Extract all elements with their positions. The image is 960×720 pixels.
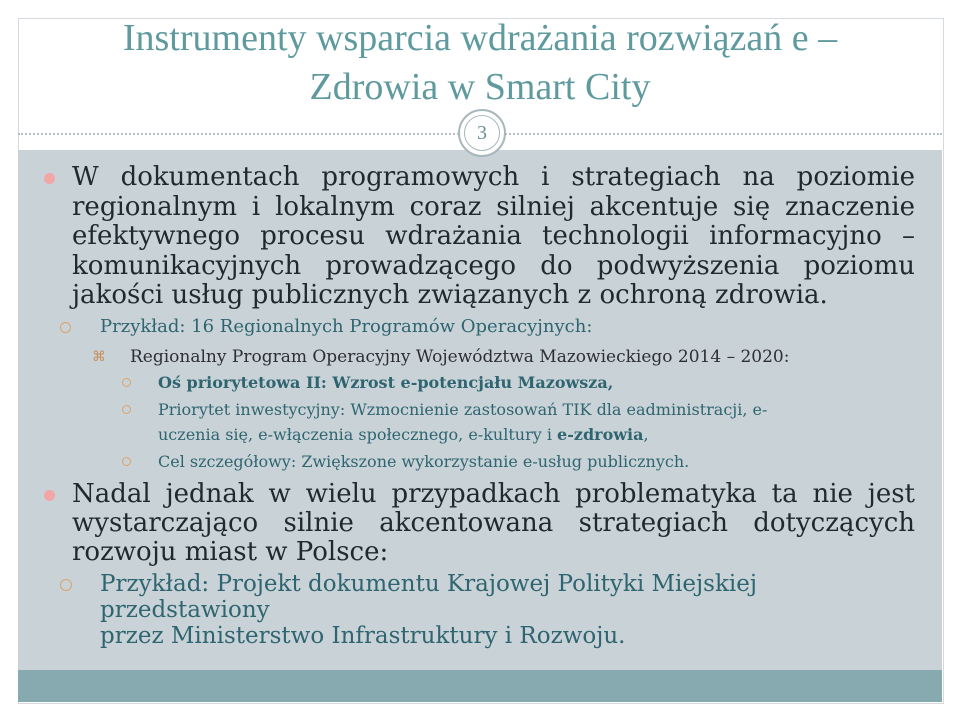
p1-item-1: Oś priorytetowa II: Wzrost e-potencjału Mazowsza, (158, 372, 614, 392)
p1-item-2-bold: e-zdrowia (557, 424, 644, 444)
sub-sub-bullet-rpo-mazowsze (90, 344, 915, 370)
p2-line-2: wystarczająco silnie akcentowana strategiach dotyczących (72, 507, 915, 538)
p1-item-2-line-2 (158, 422, 915, 447)
p1-line-5: jakości usług publicznych związanych z ochroną zdrowia. (72, 280, 828, 310)
p1-line-1: W dokumentach programowych i strategiach na poziomie (72, 162, 915, 192)
p1-item-2-end: , (643, 424, 649, 444)
p2-line-1: Nadal jednak w wielu przypadkach problematyka ta nie jest (72, 478, 915, 509)
title-line-2: Zdrowia w Smart City (309, 66, 651, 108)
p1-item-3: Cel szczegółowy: Zwiększone wykorzystanie e-usług publicznych. (158, 451, 690, 471)
p1-line-2: regionalnym i lokalnym coraz silniej akcentuje się znaczenie (72, 191, 915, 222)
sub-bullet-example-rpo (58, 314, 915, 340)
ring-bullet-icon (60, 579, 72, 591)
p1-item-2-line-1: Priorytet inwestycyjny: Wzmocnienie zastosowań TIK dla eadministracji, e- (158, 399, 768, 419)
ring-small-bullet-icon (122, 457, 131, 466)
p1-subsub-text: Regionalny Program Operacyjny Województwa Mazowieckiego 2014 – 2020: (130, 346, 790, 367)
ring-small-bullet-icon (122, 378, 131, 387)
disc-bullet-icon (44, 173, 55, 184)
item-specific-goal (120, 449, 915, 474)
ring-bullet-icon (60, 322, 71, 333)
page-number-badge (458, 109, 506, 157)
sub-bullet-example-kpm (58, 571, 915, 649)
p1-line-3: efektywnego procesu wdrażania technologii informacyjno – (72, 221, 915, 251)
slide-content (40, 163, 915, 649)
p1-line-4: komunikacyjnych prowadzącego do podwyższenia poziomu (72, 250, 915, 281)
p1-item-2-line-2-text: uczenia się, e-włączenia społecznego, e-kultury i (158, 424, 558, 444)
bullet-paragraph-1 (40, 163, 915, 311)
disc-bullet-icon (44, 490, 55, 501)
p2-sub-line-1: Przykład: Projekt dokumentu Krajowej Polityki Miejskiej przedstawiony (100, 570, 757, 623)
bullet-paragraph-2 (40, 480, 915, 567)
cross-bullet-icon: ⌘ (92, 348, 106, 365)
ring-small-bullet-icon (122, 405, 131, 414)
p1-sub-text: Przykład: 16 Regionalnych Programów Operacyjnych: (100, 315, 593, 337)
item-priority-axis (120, 370, 915, 395)
footer-bar (18, 670, 942, 702)
p2-line-3: rozwoju miast w Polsce: (72, 536, 389, 567)
title-line-1: Instrumenty wsparcia wdrażania rozwiązań e – (122, 17, 838, 59)
page-number: 3 (464, 115, 500, 151)
item-investment-priority (120, 397, 915, 447)
p2-sub-line-2: przez Ministerstwo Infrastruktury i Rozwoju. (100, 622, 626, 649)
slide-title (18, 14, 942, 112)
